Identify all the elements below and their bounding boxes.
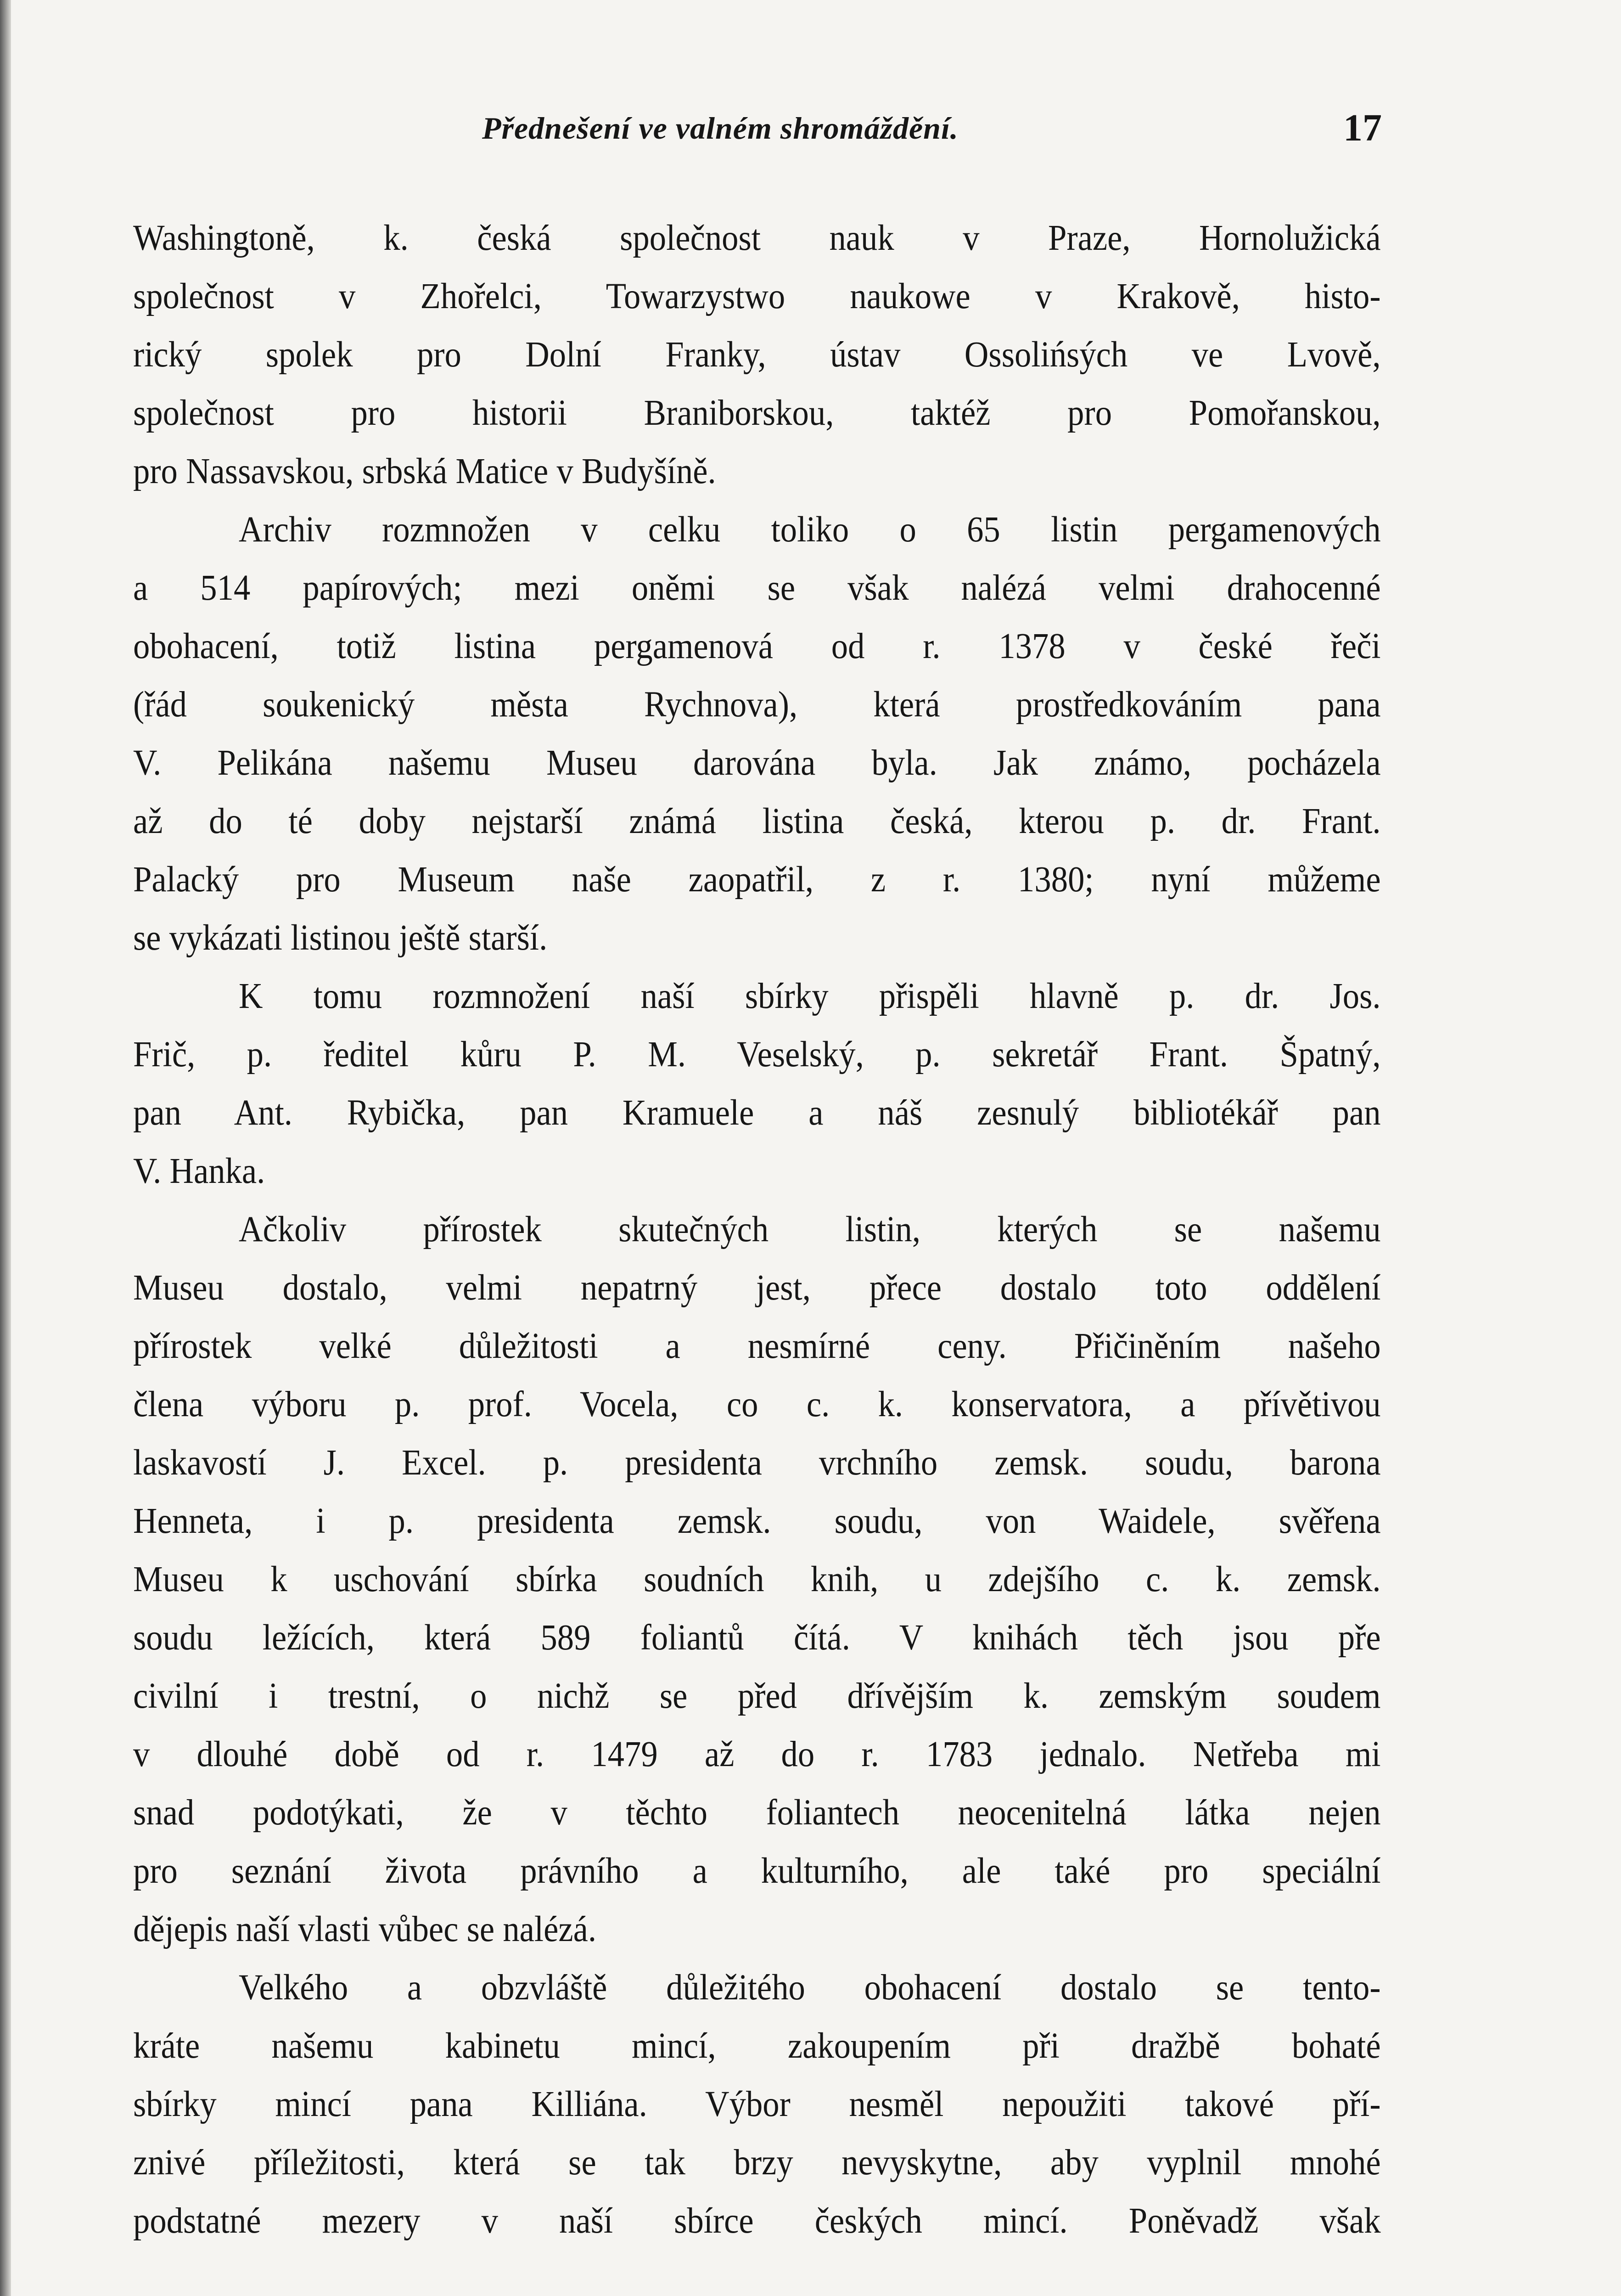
running-head: Přednešení ve valném shromáždění. — [482, 111, 959, 146]
page-edge-shadow — [0, 0, 11, 2296]
text-line: znivé příležitosti, která se tak brzy nevyskytne, aby vyplnil mnohé — [133, 2143, 1381, 2183]
text-line: K tomu rozmnožení naší sbírky přispěli hlavně p. dr. Jos. — [239, 976, 1381, 1016]
text-line: Frič, p. ředitel kůru P. M. Veselský, p. sekretář Frant. Špatný, — [133, 1035, 1381, 1075]
text-line: společnost pro historii Braniborskou, taktéž pro Pomořanskou, — [133, 393, 1381, 433]
text-line: Washingtoně, k. česká společnost nauk v Praze, Hornolužická — [133, 218, 1381, 258]
text-line: kráte našemu kabinetu mincí, zakoupením při dražbě bohaté — [133, 2026, 1381, 2066]
text-line: Museu k uschování sbírka soudních knih, u zdejšího c. k. zemsk. — [133, 1559, 1381, 1599]
text-line: přírostek velké důležitosti a nesmírné ceny. Přičiněním našeho — [133, 1326, 1381, 1366]
text-line: laskavostí J. Excel. p. presidenta vrchního zemsk. soudu, barona — [133, 1443, 1381, 1483]
text-line: Museu dostalo, velmi nepatrný jest, přece dostalo toto oddělení — [133, 1268, 1381, 1308]
text-line: až do té doby nejstarší známá listina česká, kterou p. dr. Frant. — [133, 801, 1381, 841]
text-line: Ačkoliv přírostek skutečných listin, kterých se našemu — [239, 1210, 1381, 1249]
text-line: rický spolek pro Dolní Franky, ústav Ossolińsých ve Lvově, — [133, 335, 1381, 375]
text-line: civilní i trestní, o nichž se před dřívějším k. zemským soudem — [133, 1676, 1381, 1716]
text-line: dějepis naší vlasti vůbec se nalézá. — [133, 1909, 597, 1949]
text-line: V. Hanka. — [133, 1151, 265, 1191]
page-header — [133, 106, 1382, 156]
text-line: pro Nassavskou, srbská Matice v Budyšíně. — [133, 451, 716, 491]
text-line: se vykázati listinou ještě starší. — [133, 918, 548, 958]
text-line: (řád soukenický města Rychnova), která prostředkováním pana — [133, 685, 1381, 725]
text-line: člena výboru p. prof. Vocela, co c. k. konservatora, a přívětivou — [133, 1384, 1381, 1424]
text-line: V. Pelikána našemu Museu darována byla. Jak známo, pocházela — [133, 743, 1381, 783]
text-line: pan Ant. Rybička, pan Kramuele a náš zesnulý bibliotékář pan — [133, 1093, 1381, 1133]
text-line: snad podotýkati, že v těchto foliantech neocenitelná látka nejen — [133, 1793, 1381, 1833]
text-line: soudu ležících, která 589 foliantů čítá. V knihách těch jsou pře — [133, 1618, 1381, 1658]
text-line: pro seznání života právního a kulturního, ale také pro speciální — [133, 1851, 1381, 1891]
text-line: a 514 papírových; mezi oněmi se však nalézá velmi drahocenné — [133, 568, 1381, 608]
text-line: v dlouhé době od r. 1479 až do r. 1783 jednalo. Netřeba mi — [133, 1734, 1381, 1774]
text-line: Palacký pro Museum naše zaopatřil, z r. 1380; nyní můžeme — [133, 860, 1381, 900]
text-line: společnost v Zhořelci, Towarzystwo naukowe v Krakově, histo- — [133, 276, 1381, 316]
text-line: obohacení, totiž listina pergamenová od r. 1378 v české řeči — [133, 626, 1381, 666]
page-number: 17 — [1343, 107, 1382, 149]
body-text — [133, 209, 1382, 2250]
text-line: podstatné mezery v naší sbírce českých mincí. Poněvadž však — [133, 2201, 1381, 2241]
text-line: Archiv rozmnožen v celku toliko o 65 listin pergamenových — [239, 510, 1381, 550]
text-line: Velkého a obzvláště důležitého obohacení dostalo se tento- — [239, 1968, 1381, 2008]
text-line: Henneta, i p. presidenta zemsk. soudu, von Waidele, svěřena — [133, 1501, 1381, 1541]
text-line: sbírky mincí pana Killiána. Výbor nesměl nepoužiti takové pří- — [133, 2084, 1381, 2124]
